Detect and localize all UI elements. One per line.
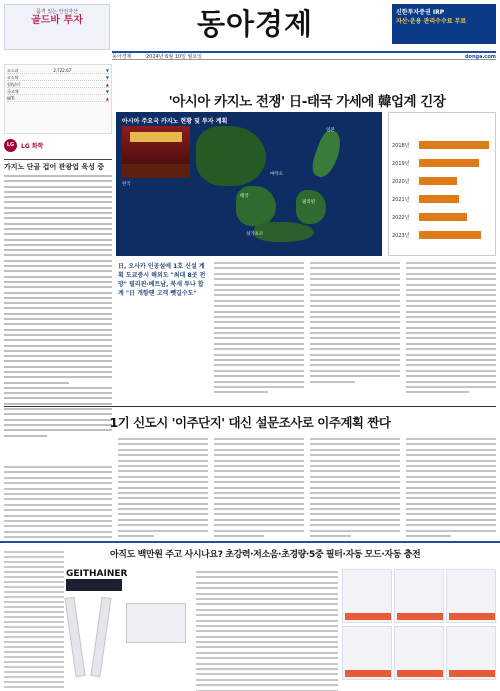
main-story-body: [118, 262, 496, 362]
market-row: 코스피 2,722.67 ▼: [7, 68, 109, 73]
second-headline[interactable]: 1기 신도시 '이주단지' 대신 설문조사로 이주계획 짠다: [109, 415, 391, 430]
ad-spec-panel: [126, 603, 186, 643]
section-divider: [4, 406, 496, 407]
ad-right-line-1: 신한투자증권 IRP: [396, 9, 445, 16]
map-label-japan: 일본: [326, 128, 335, 133]
vacuum-image: [90, 597, 111, 678]
pull-quote: 日, 오사카 인공섬에 1호 신설 계획 도쿄증시 해외도 "최대 8곳 전망" 필리핀·베트남, 북새 투나 합계 "日 개항땐 고객 뺏길수도": [118, 263, 206, 297]
ad-banner: [66, 579, 122, 591]
feature-graphic: [116, 112, 382, 256]
top-right-ad[interactable]: [392, 4, 496, 44]
graph-row-label: 2023년: [392, 233, 410, 239]
graph-row-label: 2022년: [392, 215, 410, 221]
graph-bar: [419, 195, 459, 203]
bottom-ad[interactable]: [0, 541, 500, 691]
map-label-macau: 마카오: [270, 172, 284, 177]
lg-logo-icon: LG: [4, 139, 17, 152]
market-row: 원/달러 ▲: [7, 82, 109, 87]
casino-revenue-graph: [388, 112, 496, 256]
graph-bar: [419, 159, 479, 167]
map-label-thailand: 태국: [240, 194, 249, 199]
left-column: [4, 64, 112, 440]
ad-right-line-2: 자산·운용 관리수수료 무료: [396, 18, 467, 25]
left-story-body: [4, 175, 112, 437]
body-column-2: [214, 262, 304, 397]
market-row: 국고채 ▼: [7, 89, 109, 94]
body-column-4: [406, 262, 496, 397]
accessory-item: [446, 626, 496, 680]
graph-row-label: 2020년: [392, 179, 410, 185]
graph-bar: [419, 231, 481, 239]
top-left-ad[interactable]: [4, 4, 110, 50]
graph-title: [389, 113, 495, 117]
section-label: 동아경제: [112, 54, 132, 60]
market-row: WTI ▲: [7, 96, 109, 101]
ad-line-2: 골드바 투자: [31, 15, 83, 26]
s2-column-2: [118, 438, 208, 540]
s2-column-5: [406, 438, 496, 540]
market-row: 코스닥 ▼: [7, 75, 109, 80]
info-bar: [112, 51, 496, 60]
accessory-item: [342, 569, 392, 623]
graphic-title: 아시아 주요국 카지노 현황 및 투자 계획: [122, 118, 228, 125]
ad-brand: GEITHAINER: [66, 569, 128, 579]
body-column-3: [310, 262, 400, 386]
masthead-title: 동아경제: [196, 7, 314, 41]
graphic-notes: [122, 182, 192, 189]
s2-column-3: [214, 438, 304, 540]
accessory-grid: [342, 569, 496, 681]
asia-map: [196, 126, 376, 252]
map-label-philippines: 필리핀: [302, 200, 316, 205]
market-table: [4, 64, 112, 134]
ad-line-1: 품격 있는 안전자산: [36, 9, 78, 15]
s2-column-1: [4, 466, 112, 547]
ad-headline[interactable]: 아직도 백만원 주고 사시나요? 초강력·저소음·초경량·5중 필터·자동 모드·자동 충전: [110, 550, 421, 560]
graph-bar: [419, 141, 489, 149]
site-link[interactable]: donga.com: [464, 54, 496, 60]
casino-photo: [122, 126, 190, 178]
vacuum-image: [64, 597, 85, 678]
graph-row-label: 2018년: [392, 143, 410, 149]
graphic-label: 한국: [122, 182, 131, 187]
graph-bar: [419, 177, 457, 185]
ad-body: [196, 571, 338, 691]
left-story-headline[interactable]: 가지노 단골 겁어 관광업 육성 중: [4, 159, 112, 172]
map-label-singapore: 싱가포르: [246, 232, 264, 237]
accessory-item: [394, 569, 444, 623]
s2-column-4: [310, 438, 400, 540]
graph-row-label: 2019년: [392, 161, 410, 167]
casino-sign: [130, 132, 182, 142]
accessory-item: [342, 626, 392, 680]
graph-bar: [419, 213, 467, 221]
main-headline[interactable]: '아시아 카지노 전쟁' 日-태국 가세에 韓업계 긴장: [168, 94, 446, 110]
ad-left-column: [4, 551, 64, 691]
bar-graph: [389, 135, 495, 255]
sponsor-logo: [4, 137, 112, 153]
graph-row-label: 2021년: [392, 197, 410, 203]
sponsor-name: LG 화학: [21, 142, 44, 150]
accessory-item: [446, 569, 496, 623]
accessory-item: [394, 626, 444, 680]
issue-date: 2024년 6월 10일 월요일: [146, 54, 203, 60]
